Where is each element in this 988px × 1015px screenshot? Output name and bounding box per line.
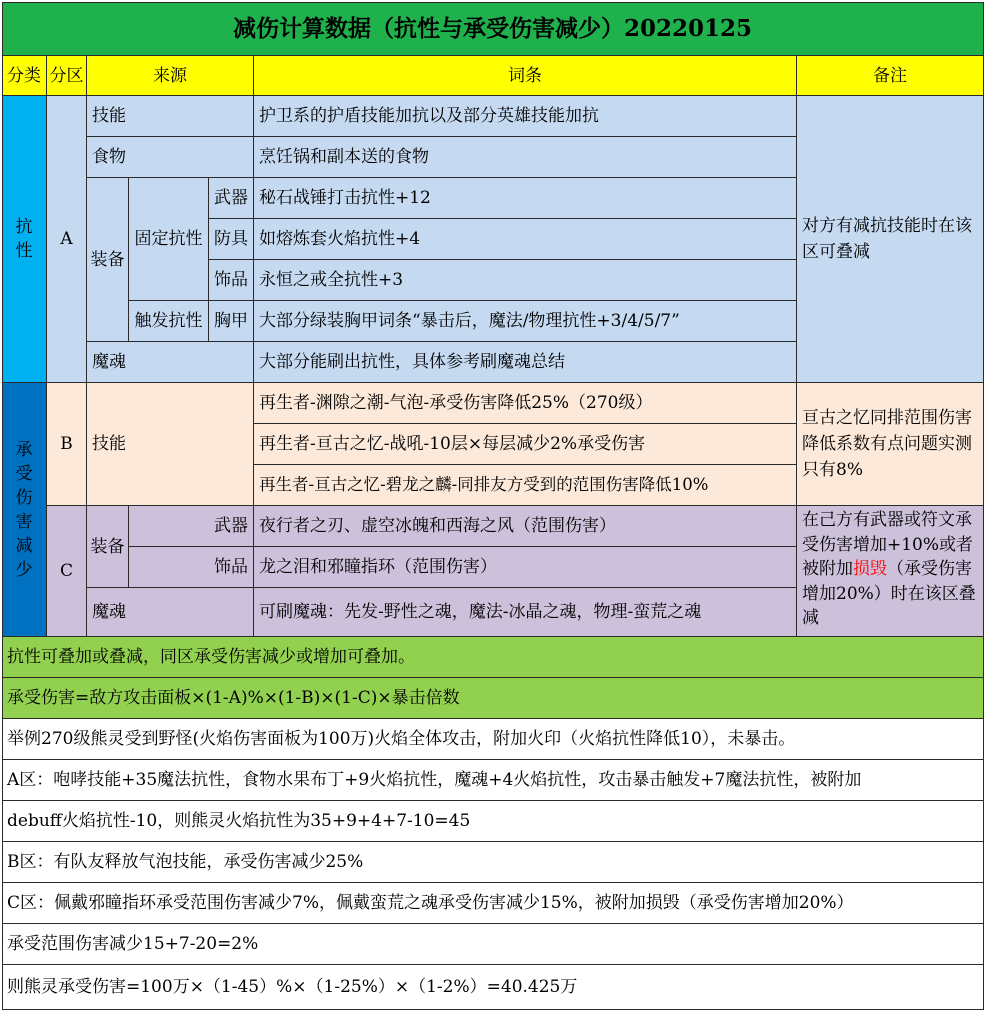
zone-a-entry-soul: 大部分能刷出抗性，具体参考刷魔魂总结 xyxy=(254,342,797,383)
zone-a-source-equipment: 装备 xyxy=(87,178,129,342)
zone-a-source-skill: 技能 xyxy=(87,96,254,137)
zone-c-note-text: 在己方有武器或符文承受伤害增加+10%或者被附加 xyxy=(802,510,974,579)
zone-a-entry-armor: 如熔炼套火焰抗性+4 xyxy=(254,219,797,260)
category-resist-char: 抗 xyxy=(15,217,33,237)
zone-c-note xyxy=(797,506,984,637)
zone-b-note: 亘古之忆同排范围伤害降低系数有点问题实测只有8% xyxy=(797,383,984,506)
zone-a-label: A xyxy=(47,96,87,383)
zone-c-note-highlight: 损毁 xyxy=(853,559,887,579)
category-damage-char: 承 xyxy=(15,439,33,460)
zone-b-entry-3: 再生者-亘古之忆-碧龙之麟-同排友方受到的范围伤害降低10% xyxy=(254,465,797,506)
category-resist-char: 性 xyxy=(15,241,33,261)
summary-line-1: 抗性可叠加或叠减，同区承受伤害减少或增加可叠加。 xyxy=(2,637,984,678)
example-line-4: B区：有队友释放气泡技能，承受伤害减少25% xyxy=(2,842,984,883)
zone-b-source-skill: 技能 xyxy=(87,383,254,506)
zone-b-entry-2: 再生者-亘古之忆-战吼-10层×每层减少2%承受伤害 xyxy=(254,424,797,465)
zone-a-chest: 胸甲 xyxy=(209,301,254,342)
category-damage-char: 减 xyxy=(15,535,33,556)
zone-a-entry-skill: 护卫系的护盾技能加抗以及部分英雄技能加抗 xyxy=(254,96,797,137)
zone-a-entry-accessory: 永恒之戒全抗性+3 xyxy=(254,260,797,301)
example-line-3: debuff火焰抗性-10，则熊灵火焰抗性为35+9+4+7-10=45 xyxy=(2,801,984,842)
zone-a-note: 对方有减抗技能时在该区可叠减 xyxy=(797,96,984,383)
zone-a-entry-weapon: 秘石战锤打击抗性+12 xyxy=(254,178,797,219)
example-line-1: 举例270级熊灵受到野怪(火焰伤害面板为100万)火焰全体攻击，附加火印（火焰抗性降低10），未暴击。 xyxy=(2,719,984,760)
zone-c-entry-weapon: 夜行者之刃、虚空冰魄和西海之风（范围伤害） xyxy=(254,506,797,547)
zone-a-armor: 防具 xyxy=(209,219,254,260)
summary-formula: 承受伤害=敌方攻击面板×(1-A)%×(1-B)×(1-C)×暴击倍数 xyxy=(2,678,984,719)
zone-c-entry-soul: 可刷魔魂：先发-野性之魂，魔法-冰晶之魂，物理-蛮荒之魂 xyxy=(254,588,797,637)
zone-a-source-food: 食物 xyxy=(87,137,254,178)
page-title: 减伤计算数据（抗性与承受伤害减少）20220125 xyxy=(2,2,984,56)
zone-c-entry-accessory: 龙之泪和邪瞳指环（范围伤害） xyxy=(254,547,797,588)
example-line-5: C区：佩戴邪瞳指环承受范围伤害减少7%，佩戴蛮荒之魂承受伤害减少15%，被附加损毁（承受伤害增加20%） xyxy=(2,883,984,924)
zone-b-entry-1: 再生者-渊隙之潮-气泡-承受伤害降低25%（270级） xyxy=(254,383,797,424)
category-damage-char: 害 xyxy=(15,511,33,532)
zone-a-entry-food: 烹饪锅和副本送的食物 xyxy=(254,137,797,178)
header-zone: 分区 xyxy=(47,56,87,96)
category-damage-char: 受 xyxy=(15,463,33,484)
header-category: 分类 xyxy=(2,56,47,96)
category-damage-char: 少 xyxy=(15,559,33,580)
zone-a-accessory: 饰品 xyxy=(209,260,254,301)
zone-a-weapon: 武器 xyxy=(209,178,254,219)
zone-c-accessory: 饰品 xyxy=(129,547,254,588)
example-line-6: 承受范围伤害减少15+7-20=2% xyxy=(2,924,984,965)
category-resist xyxy=(2,96,47,383)
zone-c-source-soul: 魔魂 xyxy=(87,588,254,637)
example-line-7: 则熊灵承受伤害=100万×（1-45）%×（1-25%）×（1-2%）=40.425万 xyxy=(2,965,984,1010)
header-source: 来源 xyxy=(87,56,254,96)
zone-a-fixed-resist: 固定抗性 xyxy=(129,178,209,301)
zone-c-source-equipment: 装备 xyxy=(87,506,129,588)
zone-a-entry-chest: 大部分绿装胸甲词条“暴击后，魔法/物理抗性+3/4/5/7” xyxy=(254,301,797,342)
zone-c-note-text: （承受伤害增加20%）时在该区叠减 xyxy=(802,559,976,628)
zone-a-source-soul: 魔魂 xyxy=(87,342,254,383)
header-entry: 词条 xyxy=(254,56,797,96)
header-note: 备注 xyxy=(797,56,984,96)
example-line-2: A区：咆哮技能+35魔法抗性，食物水果布丁+9火焰抗性，魔魂+4火焰抗性，攻击暴击触发+7魔法抗性，被附加 xyxy=(2,760,984,801)
zone-c-label: C xyxy=(47,506,87,637)
category-damage-char: 伤 xyxy=(15,487,33,508)
zone-c-weapon: 武器 xyxy=(129,506,254,547)
zone-a-trigger-resist: 触发抗性 xyxy=(129,301,209,342)
category-damage-taken xyxy=(2,383,47,637)
zone-b-label: B xyxy=(47,383,87,506)
